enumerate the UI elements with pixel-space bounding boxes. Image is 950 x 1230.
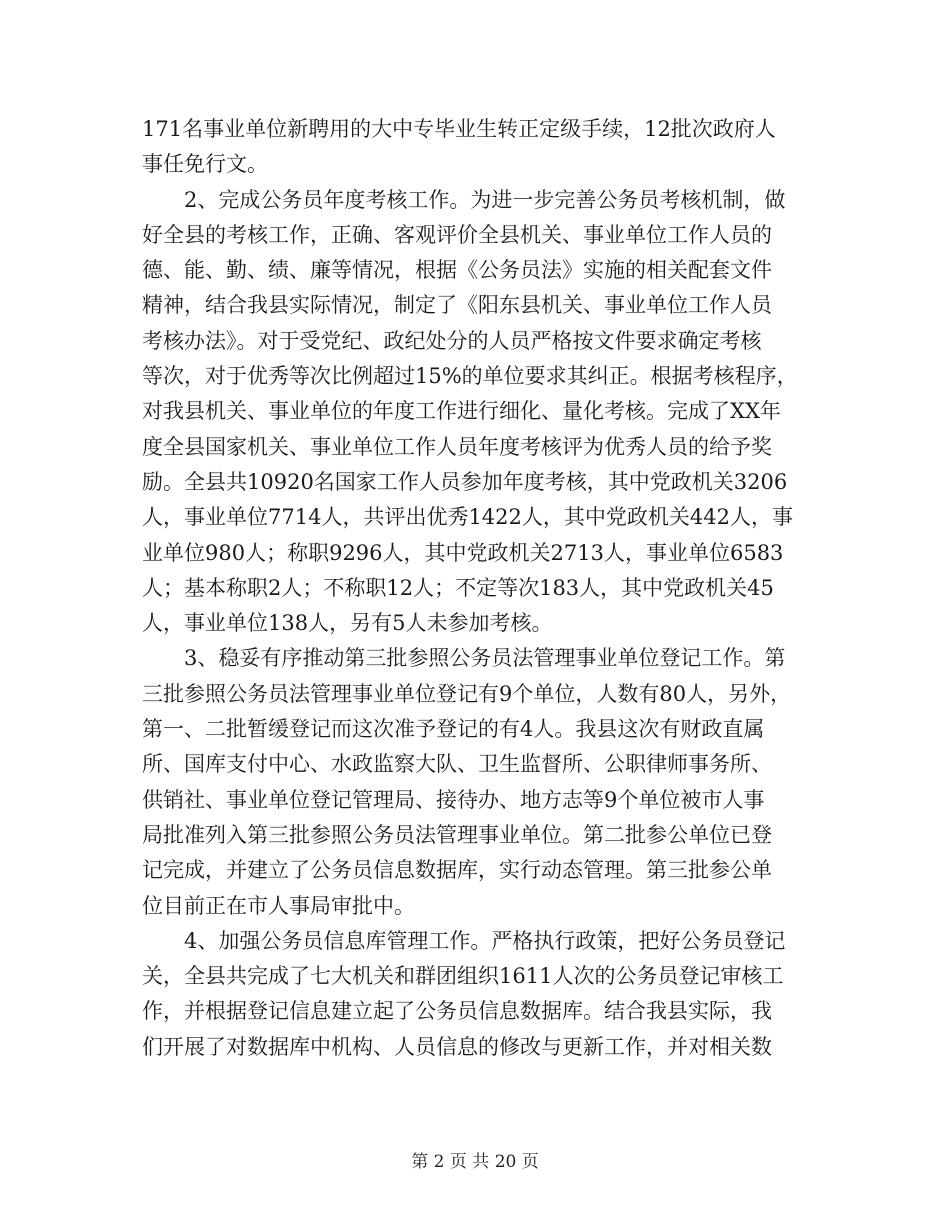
text-line: 4、加强公务员信息库管理工作。严格执行政策，把好公务员登记 (184, 928, 786, 953)
text-line: 人；基本称职2人；不称职12人；不定等次183人，其中党政机关45 (142, 575, 774, 600)
paragraph-4 (142, 924, 812, 1065)
text-line: 第一、二批暂缓登记而这次准予登记的有4人。我县这次有财政直属 (142, 717, 765, 742)
text-line: 度全县国家机关、事业单位工作人员年度考核评为优秀人员的给予奖 (142, 434, 772, 459)
text-line: 人，事业单位7714人，共评出优秀1422人，其中党政机关442人，事 (142, 505, 793, 530)
text-line: 对我县机关、事业单位的年度工作进行细化、量化考核。完成了XX年 (142, 399, 781, 424)
text-line: 德、能、勤、绩、廉等情况，根据《公务员法》实施的相关配套文件 (142, 258, 772, 283)
paragraph-1 (142, 112, 812, 183)
paragraph-2 (142, 183, 812, 642)
text-line: 考核办法》。对于受党纪、政纪处分的人员严格按文件要求确定考核 (142, 328, 762, 353)
text-line: 们开展了对数据库中机构、人员信息的修改与更新工作，并对相关数 (142, 1034, 772, 1059)
text-line: 三批参照公务员法管理事业单位登记有9个单位，人数有80人，另外， (142, 681, 792, 706)
text-line: 好全县的考核工作，正确、客观评价全县机关、事业单位工作人员的 (142, 222, 772, 247)
paragraph-3 (142, 641, 812, 923)
text-line: 业单位980人；称职9296人，其中党政机关2713人，事业单位6583 (142, 540, 784, 565)
text-line: 171名事业单位新聘用的大中专毕业生转正定级手续，12批次政府人 (142, 117, 776, 141)
text-line: 记完成，并建立了公务员信息数据库，实行动态管理。第三批参公单 (142, 858, 772, 883)
text-line: 供销社、事业单位登记管理局、接待办、地方志等9个单位被市人事 (142, 787, 765, 812)
document-body (142, 112, 812, 1065)
text-line: 精神，结合我县实际情况，制定了《阳东县机关、事业单位工作人员 (142, 293, 772, 318)
text-line: 等次，对于优秀等次比例超过15%的单位要求其纠正。根据考核程序， (142, 364, 798, 389)
text-line: 2、完成公务员年度考核工作。为进一步完善公务员考核机制，做 (184, 187, 786, 212)
text-line: 关，全县共完成了七大机关和群团组织1611人次的公务员登记审核工 (142, 964, 784, 989)
text-line: 作，并根据登记信息建立起了公务员信息数据库。结合我县实际，我 (142, 999, 772, 1024)
text-line: 3、稳妥有序推动第三批参照公务员法管理事业单位登记工作。第 (184, 646, 786, 671)
text-line: 人，事业单位138人，另有5人未参加考核。 (142, 611, 553, 636)
text-line: 局批准列入第三批参照公务员法管理事业单位。第二批参公单位已登 (142, 822, 772, 847)
text-line: 位目前正在市人事局审批中。 (142, 893, 415, 918)
page-number-footer: 第 2 页 共 20 页 (411, 1152, 539, 1172)
text-line: 励。全县共10920名国家工作人员参加年度考核，其中党政机关3206 (142, 469, 788, 494)
text-line: 所、国库支付中心、水政监察大队、卫生监督所、公职律师事务所、 (142, 752, 772, 777)
text-line: 事任免行文。 (142, 152, 268, 177)
